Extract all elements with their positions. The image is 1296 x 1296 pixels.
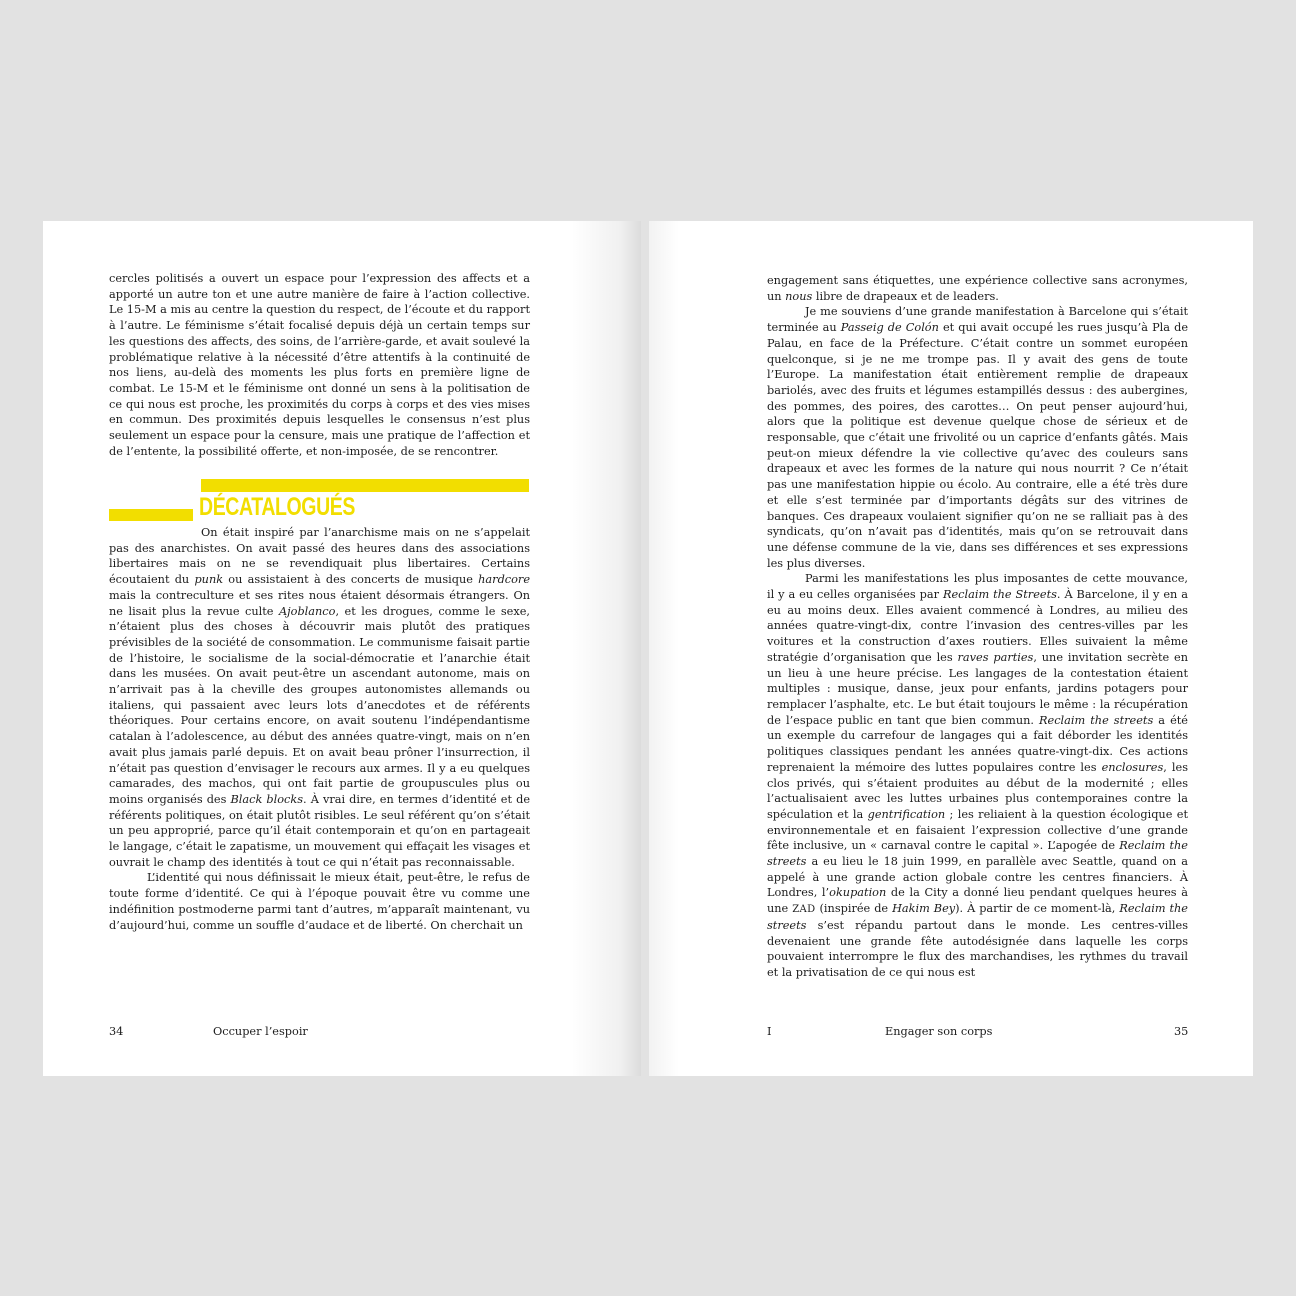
paragraph: engagement sans étiquettes, une expérience collective sans acronymes, un nous libre de drapeaux et de leaders. xyxy=(767,274,1188,303)
right-running-title: Engager son corps xyxy=(885,1025,993,1038)
section-heading-block xyxy=(109,477,539,525)
left-page-number: 34 xyxy=(109,1025,124,1038)
left-text-block-main xyxy=(109,525,530,933)
left-text-block-top xyxy=(109,271,530,459)
right-page-number: 35 xyxy=(1174,1025,1189,1038)
paragraph: cercles politisés a ouvert un espace pour l’expression des affects et a apporté un autre ton et une autre manière de faire à l’action collective. Le 15-M a mis au centre la question du respect, de l’écoute et du rapport à l’autre. Le féminisme s’était focalisé depuis déjà un certain temps sur les questions des affects, des soins, de l’arrière-garde, et avait soulevé la problématique relative à la nécessité d’être attentifs à la continuité de nos liens, au-delà des moments les plus forts en première ligne de combat. Le 15-M et le féminisme ont donné un sens à la politisation de ce qui nous est proche, les proximités du corps à corps et des vies mises en commun. Des proximités depuis lesquelles le consensus n’est plus seulement un espace pour la censure, mais une pratique de l’affection et de l’entente, la possibilité offerte, et non-imposée, de se rencontrer. xyxy=(109,272,530,458)
left-running-title: Occuper l’espoir xyxy=(213,1025,308,1038)
heading-side-bar xyxy=(109,509,193,521)
gutter-shadow xyxy=(649,221,679,1076)
paragraph: Je me souviens d’une grande manifestation à Barcelone qui s’était terminée au Passeig de Colón et qui avait occupé les rues jusqu’à Pla de Palau, en face de la Préfecture. C’était contre un sommet européen quelconque, si je ne me trompe pas. Il y avait des gens de toute l’Europe. La manifestation était entièrement remplie de drapeaux bariolés, avec des fruits et légumes estampillés dessus : des aubergines, des pommes, des poires, des carottes… On peut penser aujourd’hui, alors que la politique est devenue quelque chose de sérieux et de responsable, que c’était une frivolité ou un caprice d’enfants gâtés. Mais peut-on mieux défendre la vie collective qu’avec des couleurs sans drapeaux et avec les formes de la nature qui nous nourrit ? Ce n’était pas une manifestation hippie ou écolo. Au contraire, elle a été très dure et elle s’est terminée par d’importants dégâts sur des vitrines de banques. Ces drapeaux voulaient signifier qu’on ne se ralliait pas à des syndicats, qu’on n’avait pas d’identités, mais qu’on se retrouvait dans une défense commune de la vie, dans ses différences et ses expressions les plus diverses. xyxy=(767,305,1188,570)
section-heading: DÉCATALOGUÉS xyxy=(199,493,356,521)
heading-highlight-bar xyxy=(201,479,529,492)
right-page xyxy=(649,221,1253,1076)
right-text-block xyxy=(767,273,1188,981)
book-spread xyxy=(43,221,1253,1076)
paragraph: Parmi les manifestations les plus imposantes de cette mouvance, il y a eu celles organisées par Reclaim the Streets. À Barcelone, il y en a eu au moins deux. Elles avaient commencé à Londres, au milieu des années quatre-vingt-dix, contre l’invasion des centres-villes par les voitures et la construction d’axes routiers. Elles suivaient la même stratégie d’organisation que les raves parties, une invitation secrète en un lieu à une heure précise. Les langages de la contestation étaient multiples : musique, danse, jeux pour enfants, jardins potagers pour remplacer l’asphalte, etc. Le but était toujours le même : la récupération de l’espace public en tant que bien commun. Reclaim the streets a été un exemple du carrefour de langages qui a fait déborder les identités politiques classiques pendant les années quatre-vingt-dix. Ces actions reprenaient la mémoire des luttes populaires contre les enclosures, les clos privés, qui s’étaient produites au début de la modernité ; elles l’actualisaient avec les luttes urbaines plus contemporaines contre la spéculation et la gentrification ; les reliaient à la question écologique et environnementale et en faisaient l’expression collective d’une grande fête inclusive, un « carnaval contre le capital ». L’apogée de Reclaim the streets a eu lieu le 18 juin 1999, en parallèle avec Seattle, quand on a appelé à une grande action globale contre les centres financiers. À Londres, l’okupation de la City a donné lieu pendant quelques heures à une ZAD (inspirée de Hakim Bey). À partir de ce moment-là, Reclaim the streets s’est répandu partout dans le monde. Les centres-villes devenaient une grande fête autodésignée dans laquelle les corps pouvaient interrompre le flux des marchandises, les rythmes du travail et la privatisation de ce qui nous est xyxy=(767,572,1189,979)
paragraph: On était inspiré par l’anarchisme mais on ne s’appelait pas des anarchistes. On avait passé des heures dans des associations libertaires mais on ne se revendiquait plus libertaires. Certains écoutaient du punk ou assistaient à des concerts de musique hardcore mais la contreculture et ses rites nous étaient désormais étrangers. On ne lisait plus la revue culte Ajoblanco, et les drogues, comme le sexe, n’étaient plus des choses à découvrir mais plutôt des pratiques prévisibles de la société de consommation. Le communisme faisait partie de l’histoire, le socialisme de la social-démocratie et l’anarchie était dans les musées. On avait peut-être un ascendant autonome, mais on n’arrivait pas à la cheville des groupes autonomistes allemands ou italiens, qui passaient avec leurs lots d’anecdotes et de référents théoriques. Pour certains encore, on avait soutenu l’indépendantisme catalan à l’adolescence, au début des années quatre-vingt, mais on n’en avait plus jamais parlé depuis. Et on avait beau prôner l’insurrection, il n’était pas question d’envisager le recours aux armes. Il y a eu quelques camarades, des machos, qui ont fait partie de groupuscules plus ou moins organisés des Black blocks. À vrai dire, en termes d’identité et de référents politiques, on était plutôt risibles. Le seul référent qu’on s’était un peu approprié, parce qu’il était contemporain et qu’on en partageait le langage, c’était le zapatisme, un mouvement qui effaçait les visages et ouvrait le champ des identités à tout ce qui n’était pas reconnaissable. xyxy=(109,526,531,869)
gutter-shadow xyxy=(571,221,641,1076)
part-number: I xyxy=(767,1025,772,1038)
left-page xyxy=(43,221,641,1076)
paragraph: L’identité qui nous définissait le mieux était, peut-être, le refus de toute forme d’identité. Ce qui à l’époque pouvait être vu comme une indéfinition postmoderne parmi tant d’autres, m’apparaît maintenant, vu d’aujourd’hui, comme un souffle d’audace et de liberté. On cherchait un xyxy=(109,871,530,932)
